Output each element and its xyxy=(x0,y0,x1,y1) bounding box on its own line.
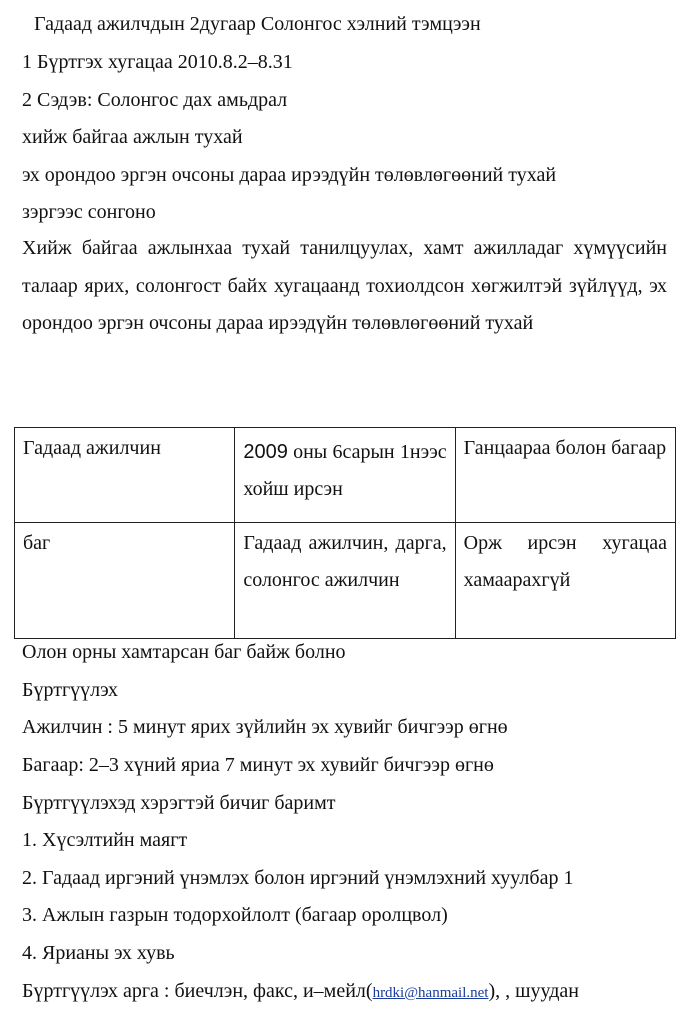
individual-rule: Ажилчин : 5 минут ярих зүйлийн эх хувийг бичгээр өгнө xyxy=(22,716,508,738)
topic-item-work: хийж байгаа ажлын тухай xyxy=(22,126,243,148)
table-cell xyxy=(15,428,235,523)
multinational-team-note: Олон орны хамтарсан баг байж болно xyxy=(22,641,346,663)
topic-heading: 2 Сэдэв: Солонгос дах амьдрал xyxy=(22,89,288,111)
team-rule: Багаар: 2–3 хүний яриа 7 минут эх хувийг бичгээр өгнө xyxy=(22,754,494,776)
required-document-item: 1. Хүсэлтийн маягт xyxy=(22,829,188,851)
registration-method-suffix: ), , шуудан xyxy=(488,980,579,1002)
cell-participation-mode: Ганцаараа болон багаар xyxy=(463,437,667,459)
required-documents-heading: Бүртгүүлэхэд хэрэгтэй бичиг баримт xyxy=(22,792,336,814)
required-document-item: 2. Гадаад иргэний үнэмлэх болон иргэний үнэмлэхний хуулбар 1 xyxy=(22,867,574,889)
participant-table xyxy=(14,427,676,639)
topic-item-future: эх орондоо эргэн очсоны дараа ирээдүйн төлөвлөгөөний тухай xyxy=(22,164,557,186)
table-row xyxy=(15,428,676,523)
table-cell xyxy=(455,428,675,523)
cell-category-individual: Гадаад ажилчин xyxy=(23,437,161,459)
required-document-item: 4. Ярианы эх хувь xyxy=(22,942,175,964)
topic-description-paragraph: Хийж байгаа ажлынхаа тухай танилцуулах, хамт ажилладаг хүмүүсийн талаар ярих, солонгост байх хугацаанд тохиолдсон хөгжилтэй зүйлүүд, эх орондоо эргэн очсоны дараа ирээдүйн төлөвлөгөөний тухай xyxy=(22,237,667,334)
email-link[interactable]: hrdki@hanmail.net xyxy=(372,985,489,1001)
table-cell xyxy=(15,523,235,639)
cell-team-duration: Орж ирсэн хугацаа хамаарахгүй xyxy=(463,532,667,592)
cell-team-members: Гадаад ажилчин, дарга, солонгос ажилчин xyxy=(243,532,447,592)
required-document-item: 3. Ажлын газрын тодорхойлолт (багаар оролцвол) xyxy=(22,904,448,926)
registration-period: 1 Бүртгэх хугацаа 2010.8.2–8.31 xyxy=(22,51,293,73)
cell-arrival-condition xyxy=(235,428,454,508)
cell-year: 2009 xyxy=(243,441,288,463)
table-cell xyxy=(235,523,455,639)
registration-method-prefix: Бүртгүүлэх арга : биечлэн, факс, и–мейл( xyxy=(22,980,373,1002)
topic-choose-note: зэргээс сонгоно xyxy=(22,201,156,223)
document-title: Гадаад ажилчдын 2дугаар Солонгос хэлний тэмцээн xyxy=(34,13,481,35)
table-cell xyxy=(235,428,455,523)
registration-heading: Бүртгүүлэх xyxy=(22,679,118,701)
registration-method xyxy=(22,978,579,1006)
table-row xyxy=(15,523,676,639)
table-cell xyxy=(455,523,675,639)
cell-arrival-text: оны 6сарын 1нээс хойш ирсэн xyxy=(243,441,447,500)
cell-category-team: баг xyxy=(23,532,51,555)
